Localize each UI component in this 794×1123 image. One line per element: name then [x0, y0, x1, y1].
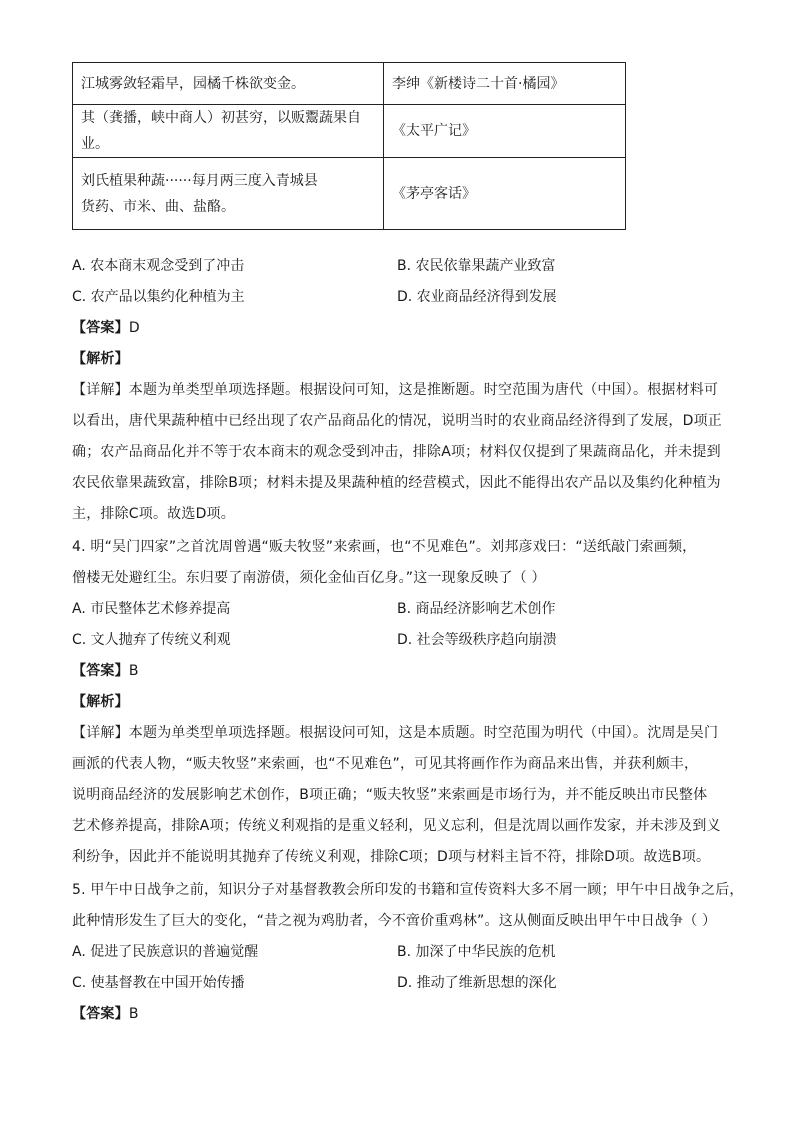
q5-stem-line: 5. 甲午中日战争之前，知识分子对基督教教会所印发的书籍和宣传资料大多不屑一顾；甲午中日战争之后，: [72, 882, 744, 898]
table-cell-text: 江城雾敛轻霜早，园橘千株欲变金。: [73, 63, 384, 105]
table-cell-text: 其（龚播，峡中商人）初甚穷，以贩鬻蔬果自业。: [73, 105, 384, 158]
table-cell-text-line: 刘氏植果种蔬······每月两三度入青城县: [81, 172, 318, 189]
q4-detail-line: 【详解】本题为单类型单项选择题。根据设问可知，这是本质题。时空范围为明代（中国）。沈周是吴门: [72, 725, 719, 741]
table-cell-source: 李绅《新楼诗二十首·橘园》: [384, 63, 626, 105]
table-cell-text: [73, 158, 384, 230]
table-cell-text-line: 货药、市米、曲、盐酪。: [81, 198, 235, 215]
answer-value: B: [128, 663, 139, 679]
table-cell-source: 《太平广记》: [384, 105, 626, 158]
q4-detail-line: 利纷争，因此并不能说明其抛弃了传统义利观，排除C项；D项与材料主旨不符，排除D项。故选B项。: [72, 849, 711, 865]
q3-option-d: D. 农业商品经济得到发展: [397, 289, 557, 305]
source-table: [72, 62, 626, 230]
answer-value: D: [128, 320, 140, 336]
q4-stem-line: 4. 明“吴门四家”之首沈周曾遇“贩夫牧竖”来索画，也“不见难色”。刘邦彦戏曰：“送纸敲门索画频，: [72, 539, 697, 555]
q5-option-b: B. 加深了中华民族的危机: [397, 944, 556, 960]
q3-detail-line: 主，排除C项。故选D项。: [72, 506, 235, 522]
q5-option-c: C. 使基督教在中国开始传播: [72, 975, 245, 991]
q3-detail-line: 确；农产品商品化并不等于农本商末的观念受到冲击，排除A项；材料仅仅提到了果蔬商品化，并未提到: [72, 444, 721, 460]
q3-analysis-label: 【解析】: [72, 351, 129, 367]
q3-option-c: C. 农产品以集约化种植为主: [72, 289, 245, 305]
q4-analysis-label: 【解析】: [72, 694, 129, 710]
q4-detail-line: 画派的代表人物，“贩夫牧竖”来索画，也“不见难色”，可见其将画作作为商品来出售，并获利颇丰，: [72, 756, 699, 772]
q3-answer: [72, 318, 140, 338]
answer-label: 【答案】: [72, 663, 129, 679]
answer-label: 【答案】: [72, 320, 129, 336]
q5-option-d: D. 推动了维新思想的深化: [397, 975, 557, 991]
q5-answer: [72, 1004, 139, 1024]
q5-stem-line: 此种情形发生了巨大的变化，“昔之视为鸡肋者，今不啻价重鸡林”。这从侧面反映出甲午中日战争（ ）: [72, 913, 717, 929]
q3-option-b: B. 农民依靠果蔬产业致富: [397, 258, 556, 274]
q4-detail-line: 艺术修养提高，排除A项；传统义利观指的是重义轻利，见义忘利，但是沈周以画作发家，并未涉及到义: [72, 818, 721, 834]
q4-detail-line: 说明商品经济的发展影响艺术创作，B项正确；“贩夫牧竖”来索画是市场行为，并不能反映出市民整体: [72, 787, 708, 803]
q4-option-c: C. 文人抛弃了传统义利观: [72, 632, 231, 648]
table-cell-source: 《茅亭客话》: [384, 158, 626, 230]
q4-option-a: A. 市民整体艺术修养提高: [72, 601, 231, 617]
q4-option-b: B. 商品经济影响艺术创作: [397, 601, 556, 617]
answer-label: 【答案】: [72, 1006, 129, 1022]
q4-answer: [72, 661, 139, 681]
q3-detail-line: 以看出，唐代果蔬种植中已经出现了农产品商品化的情况，说明当时的农业商品经济得到了发展，D项正: [72, 413, 722, 429]
q5-option-a: A. 促进了民族意识的普遍觉醒: [72, 944, 259, 960]
q3-option-a: A. 农本商末观念受到了冲击: [72, 258, 245, 274]
q4-option-d: D. 社会等级秩序趋向崩溃: [397, 632, 557, 648]
table-row: [73, 158, 626, 230]
q3-detail-line: 农民依靠果蔬致富，排除B项；材料未提及果蔬种植的经营模式，因此不能得出农产品以及集约化种植为: [72, 475, 721, 491]
answer-value: B: [128, 1006, 139, 1022]
table-row: [73, 63, 626, 105]
q4-stem-line: 僧楼无处避红尘。东归要了南游债，须化金仙百亿身。”这一现象反映了（ ）: [72, 570, 546, 586]
q3-detail-line: 【详解】本题为单类型单项选择题。根据设问可知，这是推断题。时空范围为唐代（中国）。根据材料可: [72, 382, 719, 398]
table-row: [73, 105, 626, 158]
